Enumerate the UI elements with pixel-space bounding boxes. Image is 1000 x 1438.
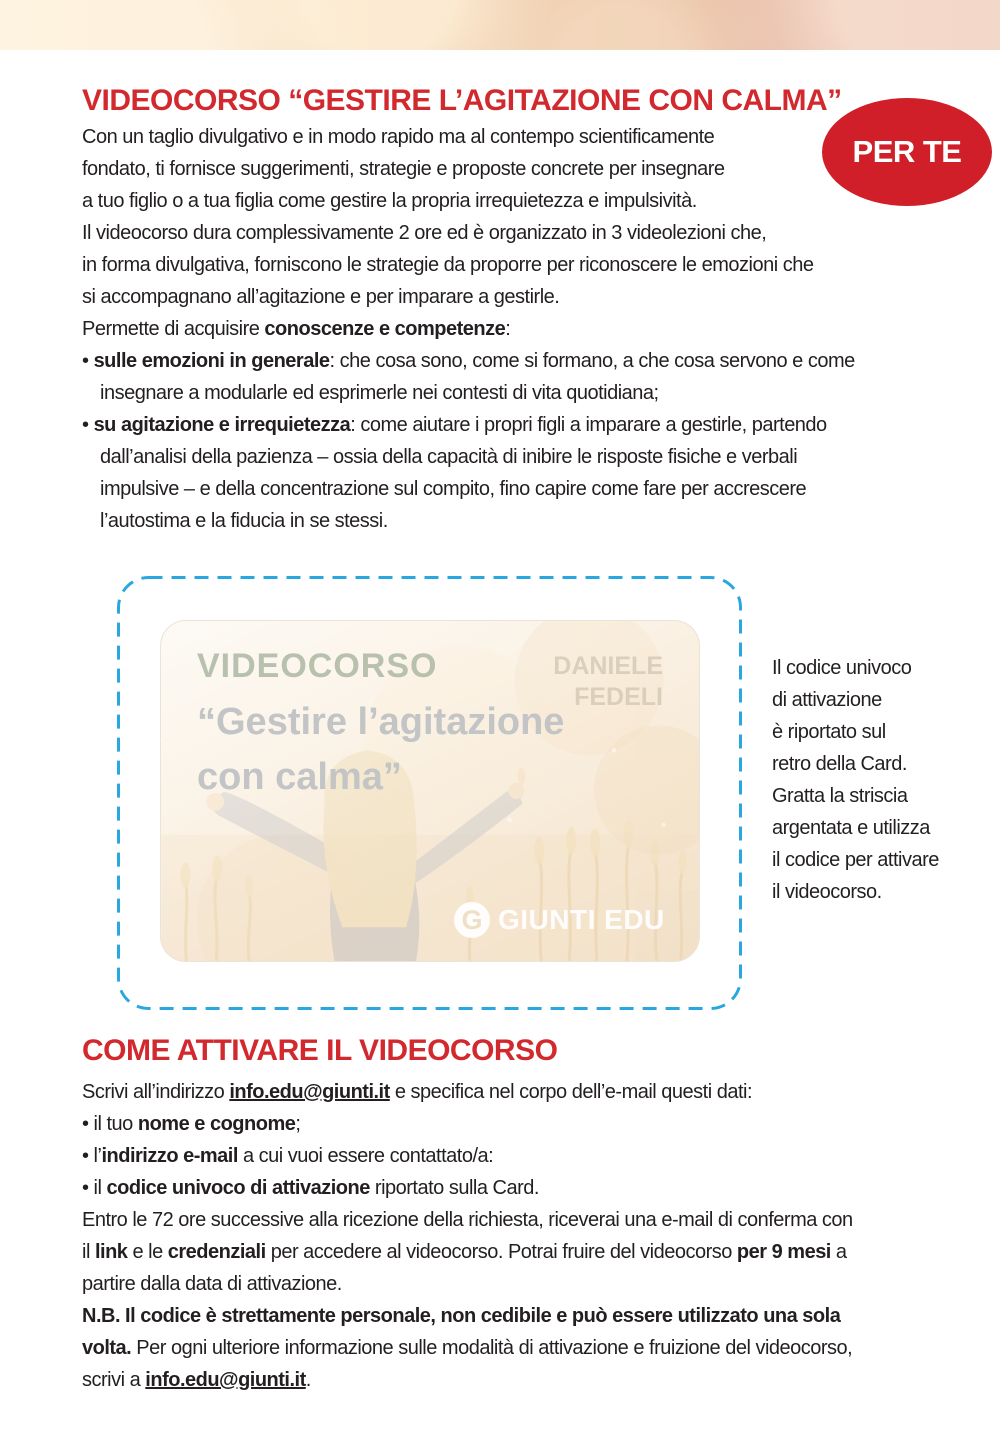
section1-title: VIDEOCORSO “GESTIRE L’AGITAZIONE CON CALMA” [82, 84, 842, 117]
card-author [553, 651, 663, 713]
text-line: Gratta la striscia [772, 785, 908, 807]
text-line: Entro le 72 ore successive alla ricezione della richiesta, riceverai una e-mail di conferma con [82, 1209, 853, 1231]
card-title-line2: con calma” [197, 756, 402, 798]
text-line: il codice per attivare [772, 849, 939, 871]
text-line: Permette di acquisire conoscenze e competenze: [82, 318, 511, 340]
header-gradient-band [0, 0, 1000, 50]
text-line: Scrivi all’indirizzo info.edu@giunti.it e specifica nel corpo dell’e-mail questi dati: [82, 1081, 753, 1103]
activation-side-note [772, 652, 939, 908]
card-author-line1: DANIELE [553, 652, 663, 680]
course-card [160, 620, 700, 962]
section2-paragraph [82, 1076, 992, 1396]
text-line: a tuo figlio o a tua figlia come gestire la propria irrequietezza e impulsività. [82, 190, 697, 212]
text-line: in forma divulgativa, forniscono le strategie da proporre per riconoscere le emozioni che [82, 254, 814, 276]
text-line: retro della Card. [772, 753, 907, 775]
text-line: Il codice univoco [772, 657, 912, 679]
email-link[interactable]: info.edu@giunti.it [145, 1369, 306, 1391]
text-line: Il videocorso dura complessivamente 2 ore ed è organizzato in 3 videolezioni che, [82, 222, 767, 244]
text-line: N.B. Il codice è strettamente personale, non cedibile e può essere utilizzato una sola [82, 1305, 841, 1327]
text-line: • l’indirizzo e-mail a cui vuoi essere contattato/a: [82, 1145, 494, 1167]
text-line: di attivazione [772, 689, 882, 711]
text-line: il videocorso. [772, 881, 882, 903]
card-kicker: VIDEOCORSO [197, 647, 438, 685]
section2-title: COME ATTIVARE IL VIDEOCORSO [82, 1034, 558, 1067]
text-line: dall’analisi della pazienza – ossia della capacità di inibire le risposte fisiche e verbali [100, 446, 798, 468]
text-line: si accompagnano all’agitazione e per imparare a gestirle. [82, 286, 560, 308]
card-title-line1: “Gestire l’agitazione [197, 701, 565, 743]
giunti-edu-logo [454, 902, 665, 938]
section1-paragraph [82, 121, 992, 537]
text-line: • il tuo nome e cognome; [82, 1113, 301, 1135]
text-line: Con un taglio divulgativo e in modo rapido ma al contempo scientificamente [82, 126, 715, 148]
text-line: • su agitazione e irrequietezza: come aiutare i propri figli a imparare a gestirle, partendo [82, 414, 827, 436]
text-line: è riportato sul [772, 721, 886, 743]
text-line: volta. Per ogni ulteriore informazione sulle modalità di attivazione e fruizione del videocorso, [82, 1337, 853, 1359]
text-line: il link e le credenziali per accedere al videocorso. Potrai fruire del videocorso per 9 mesi a [82, 1241, 847, 1263]
giunti-logo-icon: G [454, 902, 490, 938]
text-line: • il codice univoco di attivazione riportato sulla Card. [82, 1177, 539, 1199]
text-line: fondato, ti fornisce suggerimenti, strategie e proposte concrete per insegnare [82, 158, 725, 180]
text-line: • sulle emozioni in generale: che cosa sono, come si formano, a che cosa servono e come [82, 350, 855, 372]
text-line: scrivi a info.edu@giunti.it. [82, 1369, 311, 1391]
text-line: insegnare a modularle ed esprimerle nei contesti di vita quotidiana; [100, 382, 659, 404]
card-author-line2: FEDELI [574, 683, 663, 711]
text-line: impulsive – e della concentrazione sul compito, fino capire come fare per accrescere [100, 478, 807, 500]
text-line: argentata e utilizza [772, 817, 930, 839]
card-title [197, 695, 564, 805]
giunti-logo-text: GIUNTI EDU [498, 904, 665, 935]
text-line: l’autostima e la fiducia in se stessi. [100, 510, 388, 532]
per-te-badge-label: PER TE [852, 134, 962, 169]
text-line: partire dalla data di attivazione. [82, 1273, 342, 1295]
email-link[interactable]: info.edu@giunti.it [229, 1081, 390, 1103]
